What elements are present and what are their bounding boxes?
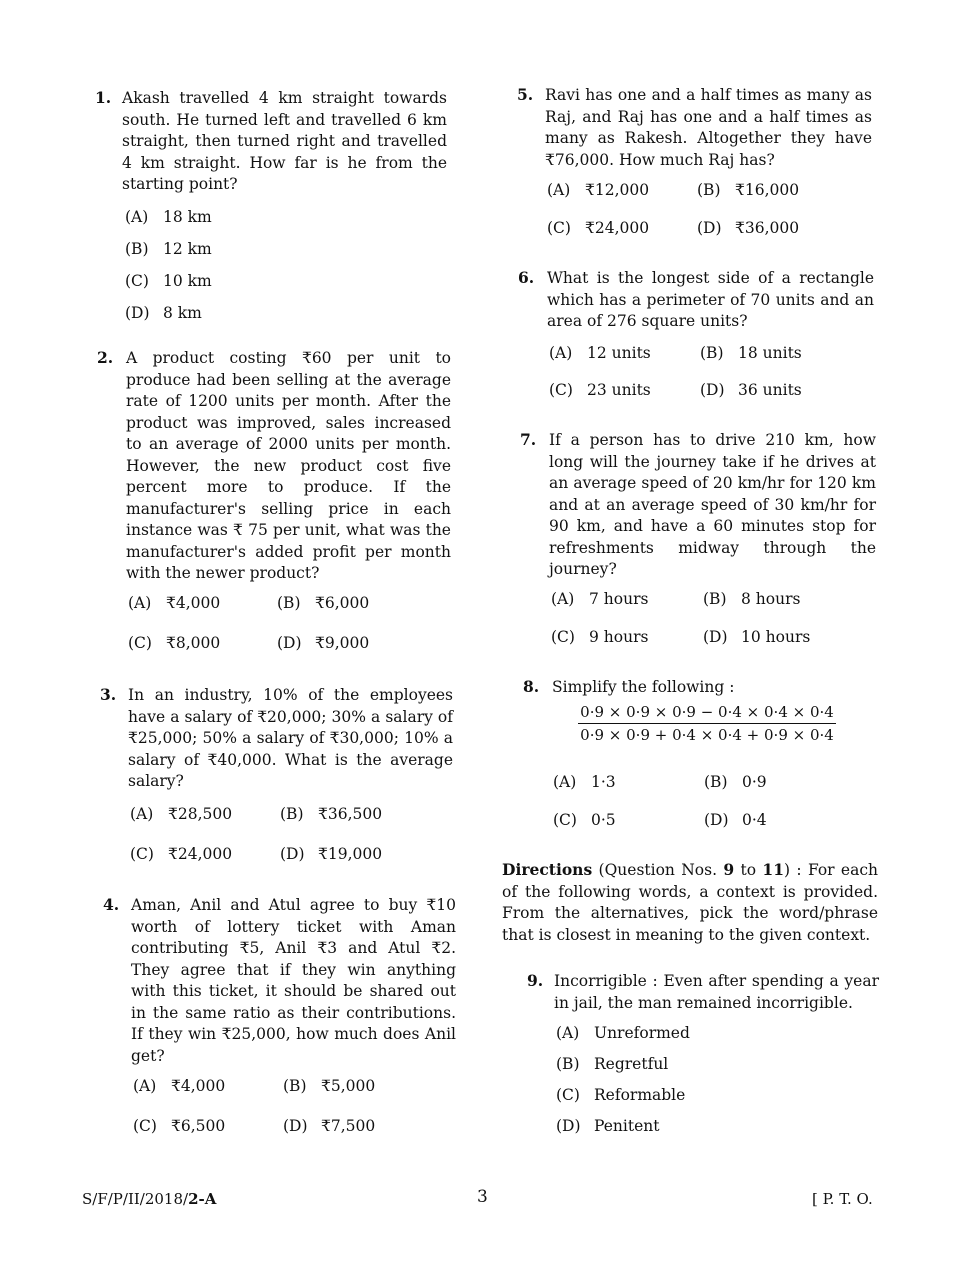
option-c[interactable]: (C) ₹6,500: [133, 1117, 226, 1135]
pto-label: [ P. T. O.: [812, 1190, 873, 1208]
question-number: 9.: [527, 971, 544, 990]
option-d[interactable]: (D) ₹7,500: [283, 1117, 376, 1135]
option-b[interactable]: (B) ₹36,500: [280, 805, 383, 823]
directions-range-to: 11: [762, 860, 784, 879]
directions-range-prefix: (Question Nos.: [598, 861, 724, 879]
question-number: 3.: [100, 685, 117, 704]
question-text: Simplify the following :: [552, 678, 735, 696]
option-c[interactable]: (C) 0·5: [553, 811, 616, 829]
option-a[interactable]: (A) 7 hours: [551, 590, 649, 608]
option-d[interactable]: (D) 36 units: [700, 381, 802, 399]
option-d[interactable]: (D) Penitent: [556, 1117, 660, 1135]
question-text: What is the longest side of a rectangle which has a perimeter of 70 units and an area of 276 square units?: [547, 269, 874, 330]
option-c[interactable]: (C) ₹24,000: [130, 845, 233, 863]
directions-text: For each of the following words, a context is provided. From the alternatives, pick the word/phrase that is closest in meaning to the given context.: [502, 861, 879, 944]
option-b[interactable]: (B) 0·9: [704, 773, 767, 791]
option-b[interactable]: (B) 12 km: [125, 240, 212, 258]
option-a[interactable]: (A) Unreformed: [556, 1024, 690, 1042]
option-a[interactable]: (A) 1·3: [553, 773, 616, 791]
option-b[interactable]: (B) 8 hours: [703, 590, 801, 608]
question-text: In an industry, 10% of the employees have a salary of ₹20,000; 30% a salary of ₹25,000; 50% a salary of ₹30,000; 10% a salary of ₹40,000. What is the average salary?: [128, 686, 453, 790]
option-b[interactable]: (B) Regretful: [556, 1055, 669, 1073]
question-text: Incorrigible : Even after spending a year in jail, the man remained incorrigible.: [554, 972, 879, 1012]
option-d[interactable]: (D) 10 hours: [703, 628, 811, 646]
question-number: 5.: [517, 85, 534, 104]
question-number: 7.: [520, 430, 537, 449]
question-text: A product costing ₹60 per unit to produce had been selling at the average rate of 1200 units per month. After the product was improved, sales increased to an average of 2000 units per month. However, the new product cost five percent more to produce. If the manufacturer's selling price in each instance was ₹ 75 per unit, what was the manufacturer's added profit per month with the newer product?: [126, 349, 451, 582]
option-c[interactable]: (C) Reformable: [556, 1086, 686, 1104]
option-c[interactable]: (C) 10 km: [125, 272, 212, 290]
option-a[interactable]: (A) ₹12,000: [547, 181, 650, 199]
option-d[interactable]: (D) ₹19,000: [280, 845, 383, 863]
option-a[interactable]: (A) ₹4,000: [133, 1077, 226, 1095]
question-number: 8.: [523, 677, 540, 696]
question-text: Ravi has one and a half times as many as Raj, and Raj has one and a half times as many as Rakesh. Altogether they have ₹76,000. How much Raj has?: [545, 86, 872, 169]
question-number: 6.: [518, 268, 535, 287]
fraction-numerator: 0·9 × 0·9 × 0·9 − 0·4 × 0·4 × 0·4: [578, 703, 836, 724]
option-b[interactable]: (B) ₹6,000: [277, 594, 370, 612]
fraction-denominator: 0·9 × 0·9 + 0·4 × 0·4 + 0·9 × 0·4: [580, 726, 834, 744]
option-c[interactable]: (C) ₹8,000: [128, 634, 221, 652]
question-number: 2.: [97, 348, 114, 367]
option-c[interactable]: (C) ₹24,000: [547, 219, 650, 237]
question-number: 1.: [95, 88, 112, 107]
option-d[interactable]: (D) ₹36,000: [697, 219, 800, 237]
page-number: 3: [477, 1187, 488, 1207]
question-number: 4.: [103, 895, 120, 914]
option-b[interactable]: (B) ₹5,000: [283, 1077, 376, 1095]
option-a[interactable]: (A) 12 units: [549, 344, 651, 362]
option-b[interactable]: (B) 18 units: [700, 344, 802, 362]
question-text: Akash travelled 4 km straight towards south. He turned left and travelled 6 km straight, then turned right and travelled 4 km straight. How far is he from the starting point?: [122, 89, 447, 193]
question-text: Aman, Anil and Atul agree to buy ₹10 worth of lottery ticket with Aman contributing ₹5, Anil ₹3 and Atul ₹2. They agree that if they win anything with this ticket, it should be shared out in the same ratio as their contributions. If they win ₹25,000, how much does Anil get?: [131, 896, 456, 1065]
option-d[interactable]: (D) ₹9,000: [277, 634, 370, 652]
option-a[interactable]: (A) 18 km: [125, 208, 212, 226]
option-c[interactable]: (C) 23 units: [549, 381, 651, 399]
question-text: If a person has to drive 210 km, how long will the journey take if he drives at an average speed of 20 km/hr for 120 km and at an average speed of 30 km/hr for 90 km, and have a 60 minutes stop for refreshments midway through the journey?: [549, 431, 876, 578]
directions-range-from: 9: [723, 860, 735, 879]
option-c[interactable]: (C) 9 hours: [551, 628, 649, 646]
math-fraction: [578, 703, 836, 744]
directions-block: Directions (Question Nos. 9 to 11) : For each of the following words, a context is provided. From the alternatives, pick the word/phrase that is closest in meaning to the given context.: [502, 860, 879, 944]
option-d[interactable]: (D) 0·4: [704, 811, 767, 829]
option-b[interactable]: (B) ₹16,000: [697, 181, 800, 199]
paper-code: S/F/P/II/2018/2-A: [82, 1190, 217, 1208]
option-a[interactable]: (A) ₹4,000: [128, 594, 221, 612]
option-a[interactable]: (A) ₹28,500: [130, 805, 233, 823]
directions-title: Directions: [502, 860, 593, 879]
option-d[interactable]: (D) 8 km: [125, 304, 202, 322]
